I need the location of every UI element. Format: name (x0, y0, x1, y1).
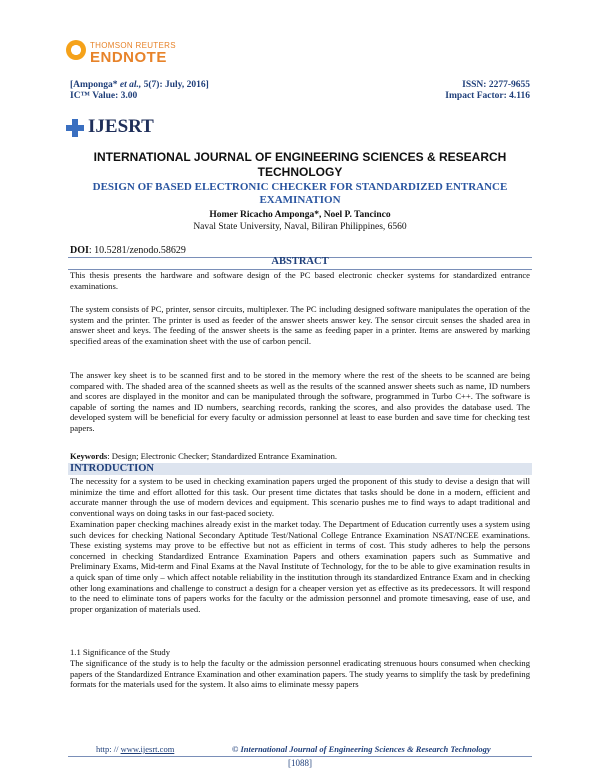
logo-main-text: ENDNOTE (90, 49, 167, 66)
keywords-line (70, 451, 530, 462)
abstract-paragraph-3: The answer key sheet is to be scanned first and to be stored in the memory where the rest of the sheets to be scanned are being compared with. The shaded area of the scanned sheets as well as the results of the scanned answer sheets such as name, ID numbers and scores are displayed in the monitor and can be manipulated through the software, programmed in Turbo C++. The software is capable of sorting the names and ID numbers, searching records, ranking the scores, and also provides the database used. The developed system will be beneficial for every faculty or admission personnel at least to ease burden and save time for checking test papers. (70, 370, 530, 433)
logo-top-text: THOMSON REUTERS (90, 41, 176, 50)
footer-rule (68, 756, 532, 757)
abstract-paragraph-1: This thesis presents the hardware and software design of the PC based electronic checker systems for standardized entrance examinations. (70, 270, 530, 291)
citation-prefix: [Amponga* (70, 80, 120, 90)
doi-line (70, 245, 186, 256)
subsection-heading: 1.1 Significance of the Study (70, 647, 171, 657)
citation-etal: et al., (119, 80, 142, 90)
footer-copyright: © International Journal of Engineering Sciences & Research Technology (232, 744, 491, 754)
intro-paragraph-1: The necessity for a system to be used in checking examination papers urged the proponent of this study to devise a design that will minimize the time and effort allotted for this task. Our present time dictates that tasks should be done in a modern, efficient and accurate manner through the use of modern devices and equipment. This scenario pushes me to find ways to adapt traditional and conventional ways on doing tasks in our fast-paced society. (70, 476, 530, 518)
footer-url-prefix: http: // (96, 744, 121, 754)
ic-value: IC™ Value: 3.00 (70, 91, 138, 101)
doi-value: : 10.5281/zenodo.58629 (88, 245, 186, 256)
journal-name: INTERNATIONAL JOURNAL OF ENGINEERING SCIENCES & RESEARCH TECHNOLOGY (93, 150, 507, 179)
paper-affiliation: Naval State University, Naval, Biliran Philippines, 6560 (193, 222, 407, 232)
plus-cross-icon (66, 119, 84, 137)
keywords-value: : Design; Electronic Checker; Standardized Entrance Examination. (107, 451, 338, 461)
issn: ISSN: 2277-9655 (462, 80, 530, 90)
footer-url (96, 744, 174, 754)
doi-label: DOI (70, 245, 89, 256)
endnote-ring-icon (66, 40, 86, 60)
paper-authors: Homer Ricacho Amponga*, Noel P. Tancinco (209, 210, 391, 220)
intro-paragraph-3: The significance of the study is to help the faculty or the admission personnel eradicating strenuous hours consumed when checking papers of the Standardized Entrance Examination and other examination papers. The study yearns to simplify the task by predefining formats for the materials used for the system. It also aims to eliminate messy papers (70, 658, 530, 690)
citation-line (70, 80, 209, 91)
abstract-heading: ABSTRACT (271, 256, 329, 267)
keywords-label: Keywords (70, 451, 108, 461)
paper-title: DESIGN OF BASED ELECTRONIC CHECKER FOR STANDARDIZED ENTRANCE EXAMINATION (92, 181, 508, 206)
intro-paragraph-2: Examination paper checking machines already exist in the market today. The Department of Education currently uses a system using such devices for checking National Secondary Aptitude Test/National College Entrance Examination NSAT/NCEE examinations. These existing systems may prove to be effective but not as efficient in terms of cost. This study adheres to help the persons concerned in checking Standardized Entrance Examination Papers and others examination papers such as Summative and Preliminary Exams, Mid-term and Final Exams at the Naval Institute of Technology, for the to be able to give examination results in a quick span of time only – which affect notable reliability in the institution through its standardized Entrance Exam and in checking other long examinations and challenge to construct a design for a cheaper version yet as effective as its predecessors. It will respond to the need to eliminate tons of papers works for the faculty or the admission personnel and promote timesaving, ease of use, and proper organization of materials used. (70, 519, 530, 614)
citation-suffix: 5(7): July, 2016] (141, 80, 209, 90)
page-number: [1088] (288, 758, 312, 768)
introduction-heading: INTRODUCTION (68, 463, 532, 475)
impact-factor: Impact Factor: 4.116 (445, 91, 530, 101)
brand-name: IJESRT (88, 116, 154, 137)
journal-website-link[interactable]: www.ijesrt.com (120, 744, 175, 754)
abstract-paragraph-2: The system consists of PC, printer, sensor circuits, multiplexer. The PC including designed software manipulates the operation of the system and the printer. The printer is used as feeder of the answer sheets answer key. The sensor circuit senses the shaded area in answer sheet and keys. The feeding of the answer sheets is the same as feeding paper in a printer. Items are answered by marking specified areas of the examination sheet with the use of carbon pencil. (70, 304, 530, 346)
